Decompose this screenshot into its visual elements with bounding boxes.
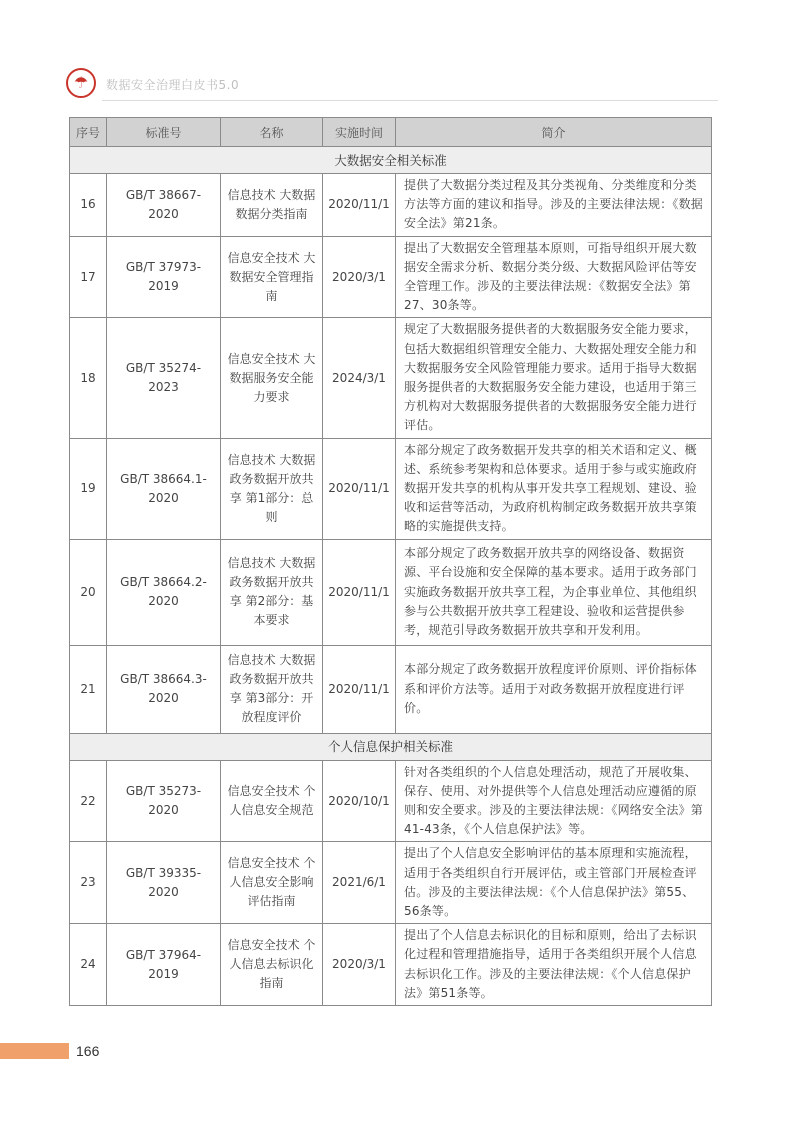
section-row [70, 147, 712, 174]
row-name: 信息安全技术 个人信息去标识化指南 [221, 924, 323, 1006]
row-date: 2020/3/1 [323, 924, 396, 1006]
row-desc: 针对各类组织的个人信息处理活动，规范了开展收集、保存、使用、对外提供等个人信息处理活动应遵循的原则和安全要求。涉及的主要法律法规：《网络安全法》第41-43条，《个人信息保护法》等。 [396, 760, 712, 842]
row-name: 信息安全技术 个人信息安全影响评估指南 [221, 842, 323, 924]
row-date: 2020/11/1 [323, 645, 396, 733]
row-date: 2024/3/1 [323, 318, 396, 438]
table-row [70, 438, 712, 539]
row-name: 信息技术 大数据 政务数据开放共享 第1部分：总则 [221, 438, 323, 539]
table-row [70, 645, 712, 733]
row-num: 21 [70, 645, 107, 733]
row-num: 24 [70, 924, 107, 1006]
table-row [70, 174, 712, 237]
row-num: 20 [70, 539, 107, 645]
row-num: 18 [70, 318, 107, 438]
col-header-date: 实施时间 [323, 118, 396, 147]
row-date: 2020/3/1 [323, 236, 396, 318]
row-code: GB/T 38664.2-2020 [107, 539, 221, 645]
row-desc: 提出了大数据安全管理基本原则，可指导组织开展大数据安全需求分析、数据分类分级、大数据风险评估等安全管理工作。涉及的主要法律法规：《数据安全法》第27、30条等。 [396, 236, 712, 318]
row-desc: 提供了大数据分类过程及其分类视角、分类维度和分类方法等方面的建议和指导。涉及的主要法律法规：《数据安全法》第21条。 [396, 174, 712, 237]
row-num: 23 [70, 842, 107, 924]
row-date: 2020/11/1 [323, 438, 396, 539]
row-name: 信息技术 大数据 政务数据开放共享 第3部分：开放程度评价 [221, 645, 323, 733]
row-date: 2020/11/1 [323, 174, 396, 237]
col-header-name: 名称 [221, 118, 323, 147]
row-date: 2020/11/1 [323, 539, 396, 645]
row-name: 信息技术 大数据 政务数据开放共享 第2部分：基本要求 [221, 539, 323, 645]
page-accent-bar [0, 1043, 69, 1059]
row-code: GB/T 35274-2023 [107, 318, 221, 438]
row-date: 2020/10/1 [323, 760, 396, 842]
standards-table-container [69, 117, 711, 1006]
header-divider [102, 100, 718, 101]
row-code: GB/T 38667-2020 [107, 174, 221, 237]
row-name: 信息安全技术 大数据安全管理指南 [221, 236, 323, 318]
row-desc: 本部分规定了政务数据开发共享的相关术语和定义、概述、系统参考架构和总体要求。适用于参与或实施政府数据开发共享的机构从事开发共享工程规划、建设、验收和运营等活动，为政府机构制定政务数据开放共享策略的实施提供支持。 [396, 438, 712, 539]
col-header-num: 序号 [70, 118, 107, 147]
row-code: GB/T 38664.1-2020 [107, 438, 221, 539]
row-name: 信息安全技术 个人信息安全规范 [221, 760, 323, 842]
section-title: 个人信息保护相关标准 [70, 733, 712, 760]
table-row [70, 924, 712, 1006]
header-title: 数据安全治理白皮书5.0 [106, 78, 240, 92]
section-title: 大数据安全相关标准 [70, 147, 712, 174]
row-num: 16 [70, 174, 107, 237]
page-header [66, 68, 716, 102]
row-num: 17 [70, 236, 107, 318]
row-code: GB/T 37973-2019 [107, 236, 221, 318]
row-code: GB/T 38664.3-2020 [107, 645, 221, 733]
row-desc: 提出了个人信息去标识化的目标和原则，给出了去标识化过程和管理措施指导，适用于各类组织开展个人信息去标识化工作。涉及的主要法律法规：《个人信息保护法》第51条等。 [396, 924, 712, 1006]
row-desc: 本部分规定了政务数据开放共享的网络设备、数据资源、平台设施和安全保障的基本要求。适用于政务部门实施政务数据开放共享工程，为企事业单位、其他组织参与公共数据开放共享工程建设、验收和运营提供参考，规范引导政务数据开放共享和开发利用。 [396, 539, 712, 645]
table-row [70, 236, 712, 318]
table-row [70, 539, 712, 645]
col-header-code: 标准号 [107, 118, 221, 147]
row-desc: 本部分规定了政务数据开放程度评价原则、评价指标体系和评价方法等。适用于对政务数据开放程度进行评价。 [396, 645, 712, 733]
row-name: 信息技术 大数据 数据分类指南 [221, 174, 323, 237]
row-desc: 规定了大数据服务提供者的大数据服务安全能力要求，包括大数据组织管理安全能力、大数据处理安全能力和大数据服务安全风险管理能力要求。适用于指导大数据服务提供者的大数据服务安全能力建设，也适用于第三方机构对大数据服务提供者的大数据服务安全能力进行评估。 [396, 318, 712, 438]
umbrella-icon: ☂ [66, 68, 96, 98]
row-desc: 提出了个人信息安全影响评估的基本原理和实施流程，适用于各类组织自行开展评估，或主管部门开展检查评估。涉及的主要法律法规：《个人信息保护法》第55、56条等。 [396, 842, 712, 924]
table-row [70, 842, 712, 924]
standards-table [69, 117, 712, 1006]
section-row [70, 733, 712, 760]
table-header-row [70, 118, 712, 147]
col-header-desc: 简介 [396, 118, 712, 147]
row-num: 22 [70, 760, 107, 842]
table-row [70, 318, 712, 438]
row-date: 2021/6/1 [323, 842, 396, 924]
table-row [70, 760, 712, 842]
row-code: GB/T 37964-2019 [107, 924, 221, 1006]
row-name: 信息安全技术 大数据服务安全能力要求 [221, 318, 323, 438]
row-num: 19 [70, 438, 107, 539]
page-number: 166 [76, 1043, 100, 1059]
row-code: GB/T 39335-2020 [107, 842, 221, 924]
row-code: GB/T 35273-2020 [107, 760, 221, 842]
